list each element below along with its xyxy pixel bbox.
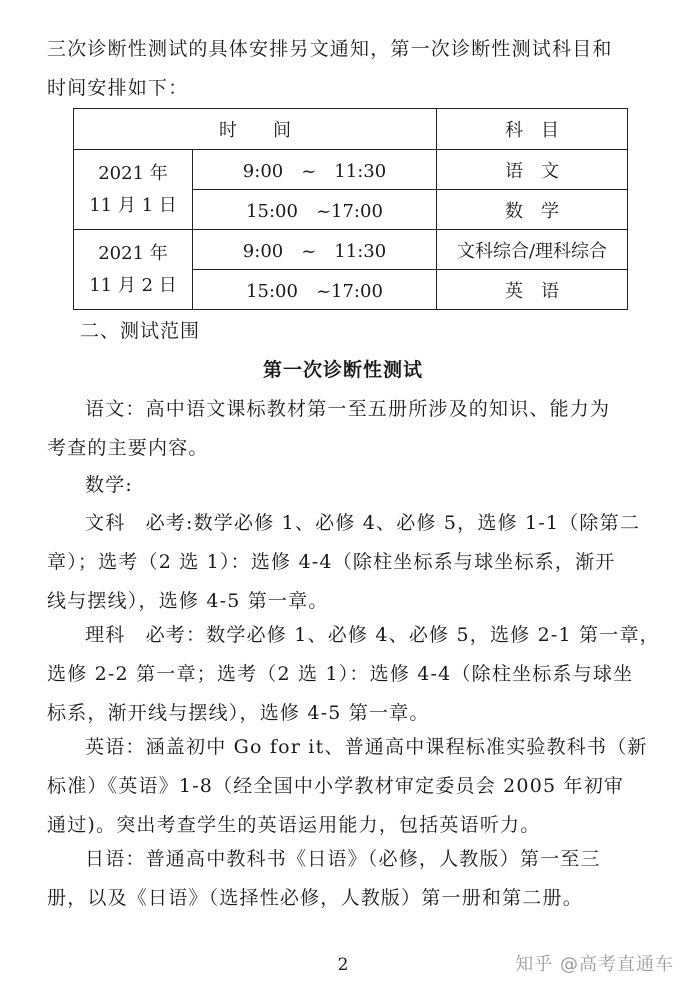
date-year: 2021 年 <box>98 162 168 184</box>
time-cell: 9:00 ~ 11:30 <box>193 150 437 190</box>
text-line: 语文：高中语文课标教材第一至五册所涉及的知识、能力为 <box>85 398 611 420</box>
text-line: 数学: <box>85 474 134 496</box>
header-subject: 科 目 <box>437 109 628 150</box>
page-number: 2 <box>337 955 349 975</box>
chinese-paragraph <box>47 390 645 468</box>
table-header-row <box>74 109 628 150</box>
text-line: 选修 2-2 第一章；选考（2 选 1）：选修 4-4（除柱坐标系与球坐 <box>47 663 634 685</box>
time-cell: 15:00 ~17:00 <box>193 270 437 310</box>
japanese-paragraph <box>47 840 645 918</box>
subject-cell: 英 语 <box>437 270 628 310</box>
section-heading: 二、测试范围 <box>80 320 201 342</box>
subject-cell: 文科综合/理科综合 <box>437 230 628 270</box>
english-paragraph <box>47 728 648 845</box>
math-label <box>47 466 645 505</box>
intro-paragraph <box>47 30 645 108</box>
text-line: 册，以及《日语》（选择性必修，人教版）第一册和第二册。 <box>47 887 583 909</box>
date-year: 2021 年 <box>98 242 168 264</box>
date-cell <box>74 230 193 310</box>
date-cell <box>74 150 193 230</box>
text-line: 标准）《英语》1-8（经全国中小学教材审定委员会 2005 年初审 <box>47 775 625 797</box>
header-time: 时 间 <box>74 109 437 150</box>
time-cell: 15:00 ~17:00 <box>193 190 437 230</box>
math-wenke-paragraph <box>47 504 645 621</box>
text-line: 文科 必考:数学必修 1、必修 4、必修 5，选修 1-1（除第二 <box>85 512 641 534</box>
text-line: 通过)。突出考查学生的英语运用能力，包括英语听力。 <box>47 814 541 836</box>
text-line: 理科 必考：数学必修 1、必修 4、必修 5，选修 2-1 第一章， <box>85 624 660 646</box>
text-line: 英语：涵盖初中 Go for it、普通高中课程标准实验教科书（新 <box>85 736 648 758</box>
sub-heading: 第一次诊断性测试 <box>262 359 423 381</box>
subject-cell: 语 文 <box>437 150 628 190</box>
text-line: 章）；选考（2 选 1）：选修 4-4（除柱坐标系与球坐标系，渐开 <box>47 551 616 573</box>
text-line: 线与摆线），选修 4-5 第一章。 <box>47 590 329 612</box>
date-day: 11 月 2 日 <box>89 274 177 296</box>
time-cell: 9:00 ~ 11:30 <box>193 230 437 270</box>
date-day: 11 月 1 日 <box>89 194 177 216</box>
table-row <box>74 150 628 190</box>
subject-cell: 数 学 <box>437 190 628 230</box>
text-line: 时间安排如下： <box>47 77 189 99</box>
schedule-table <box>73 108 628 310</box>
table-row <box>74 230 628 270</box>
text-line: 考查的主要内容。 <box>47 437 209 459</box>
text-line: 标系，渐开线与摆线），选修 4-5 第一章。 <box>47 702 430 724</box>
watermark: 知乎 @高考直通车 <box>515 954 674 975</box>
text-line: 日语：普通高中教科书《日语》（必修，人教版）第一至三 <box>85 848 601 870</box>
math-like-paragraph <box>47 616 660 733</box>
text-line: 三次诊断性测试的具体安排另文通知，第一次诊断性测试科目和 <box>47 38 613 60</box>
